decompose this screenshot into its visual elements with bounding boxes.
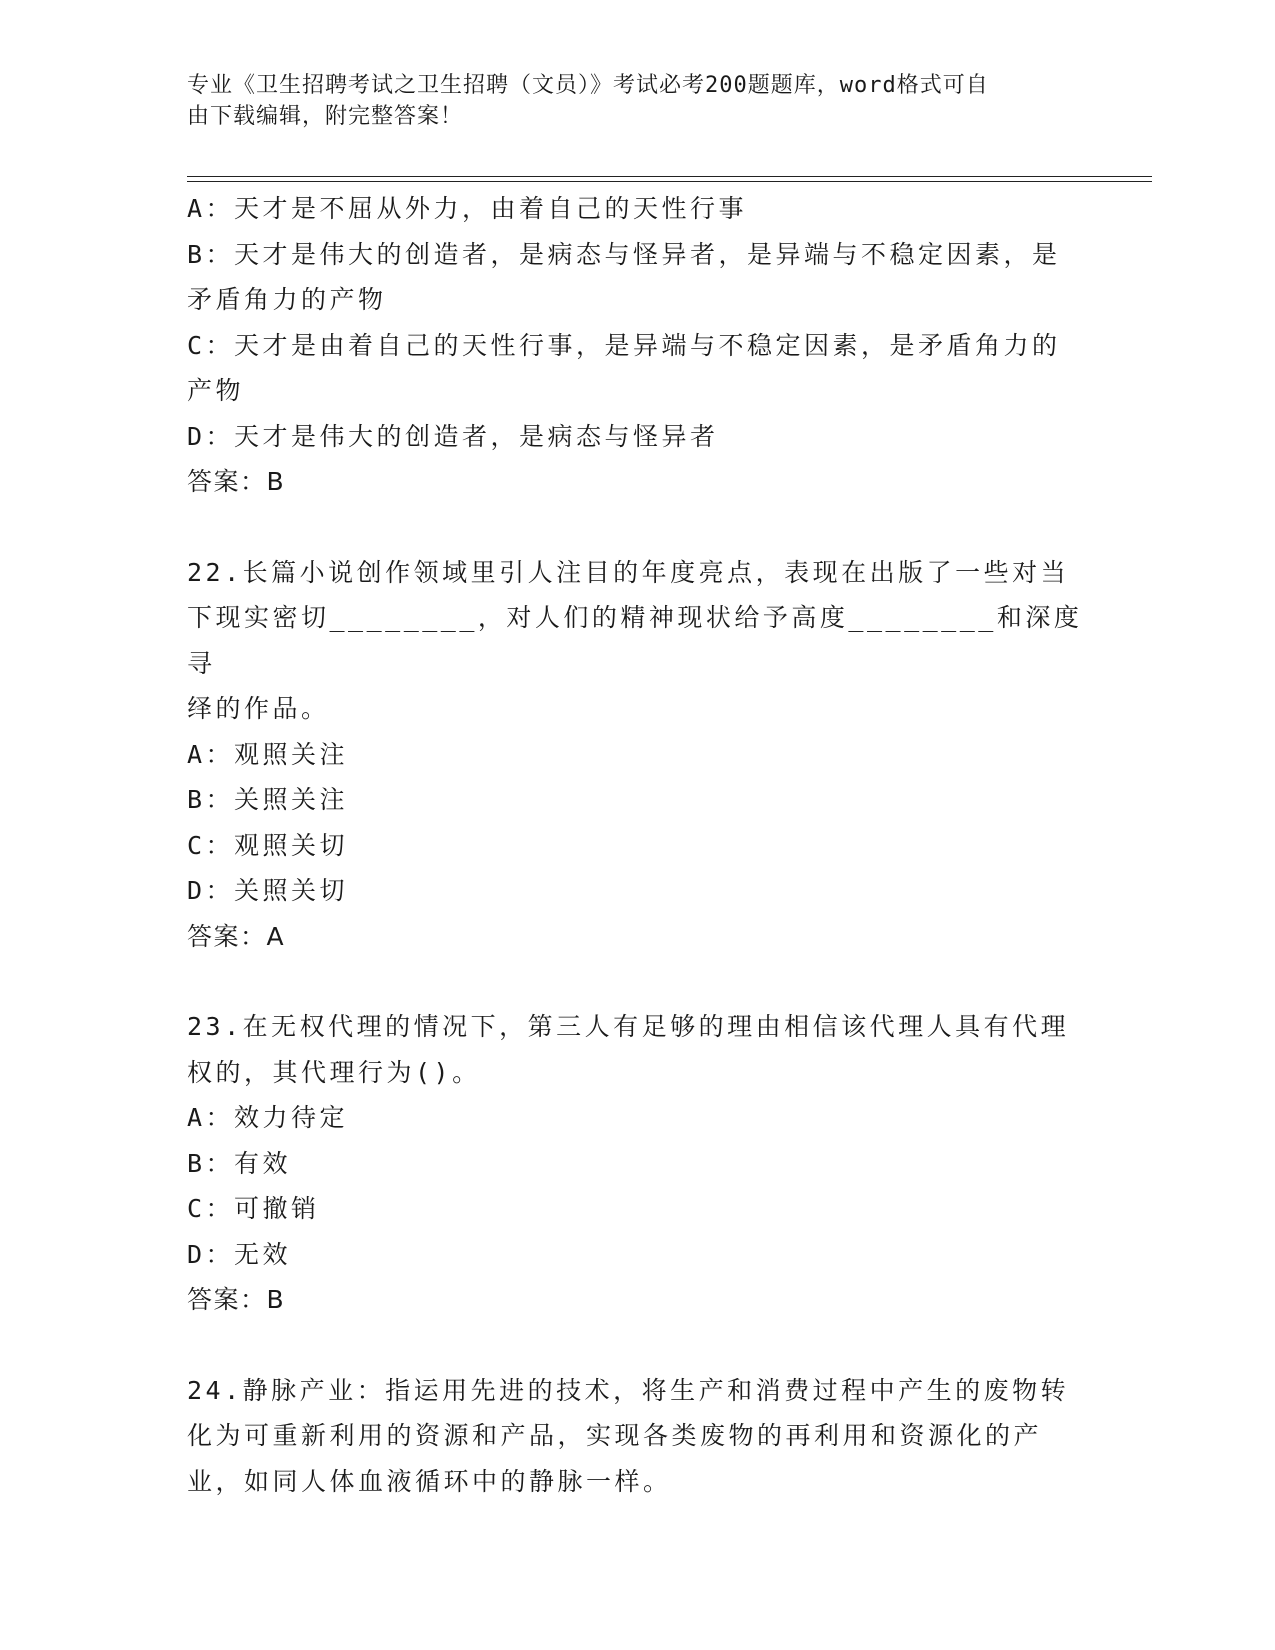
q22-option-a: A：观照关注 [187,739,349,769]
q23-answer: 答案：B [187,1285,286,1314]
question-list [187,186,1087,1504]
question-22 [187,550,1087,960]
header-line-1: 专业《卫生招聘考试之卫生招聘（文员）》考试必考200题题库，word格式可自 [187,73,989,98]
q23-option-d: D：无效 [187,1239,292,1269]
spacer [187,959,1087,1004]
q23-option-a: A：效力待定 [187,1103,349,1132]
spacer [187,505,1087,550]
q21-option-c-line-2: 产物 [187,376,245,405]
question-23 [187,1004,1087,1323]
q22-stem-line-2: 下现实密切________，对人们的精神现状给予高度________和深度寻 [187,603,1083,678]
q21-option-d: D：天才是伟大的创造者，是病态与怪异者 [187,421,719,451]
q24-stem-line-1: 24.静脉产业：指运用先进的技术，将生产和消费过程中产生的废物转 [187,1375,1070,1405]
header-rule-thick [187,176,1152,177]
q22-option-d: D：关照关切 [187,876,349,905]
q24-stem-line-2: 化为可重新利用的资源和产品，实现各类废物的再利用和资源化的产 [187,1421,1043,1450]
q22-stem-line-1: 22.长篇小说创作领域里引人注目的年度亮点，表现在出版了一些对当 [187,557,1070,587]
q21-option-a: A：天才是不屈从外力，由着自己的天性行事 [187,194,748,223]
q21-answer: 答案：B [187,467,286,496]
q21-option-b-line-2: 矛盾角力的产物 [187,285,387,314]
q22-option-c: C：观照关切 [187,830,349,860]
q24-stem-line-3: 业，如同人体血液循环中的静脉一样。 [187,1466,672,1496]
q21-option-c-line-1: C：天才是由着自己的天性行事，是异端与不稳定因素，是矛盾角力的 [187,330,1061,360]
q23-option-c: C：可撤销 [187,1194,320,1223]
q23-stem-line-1: 23.在无权代理的情况下，第三人有足够的理由相信该代理人具有代理 [187,1012,1070,1041]
question-24 [187,1368,1087,1505]
header-rule-thin [187,181,1152,182]
header-line-2: 由下载编辑，附完整答案！ [187,104,464,129]
q22-answer: 答案：A [187,921,286,951]
q22-option-b: B：关照关注 [187,785,349,814]
q23-stem-line-2: 权的，其代理行为()。 [187,1057,481,1087]
q23-option-b: B：有效 [187,1148,292,1178]
document-header [187,70,1067,132]
question-21-options [187,186,1087,505]
spacer [187,1323,1087,1368]
q22-stem-line-3: 绎的作品。 [187,694,330,723]
q21-option-b-line-1: B：天才是伟大的创造者，是病态与怪异者，是异端与不稳定因素，是 [187,239,1061,269]
